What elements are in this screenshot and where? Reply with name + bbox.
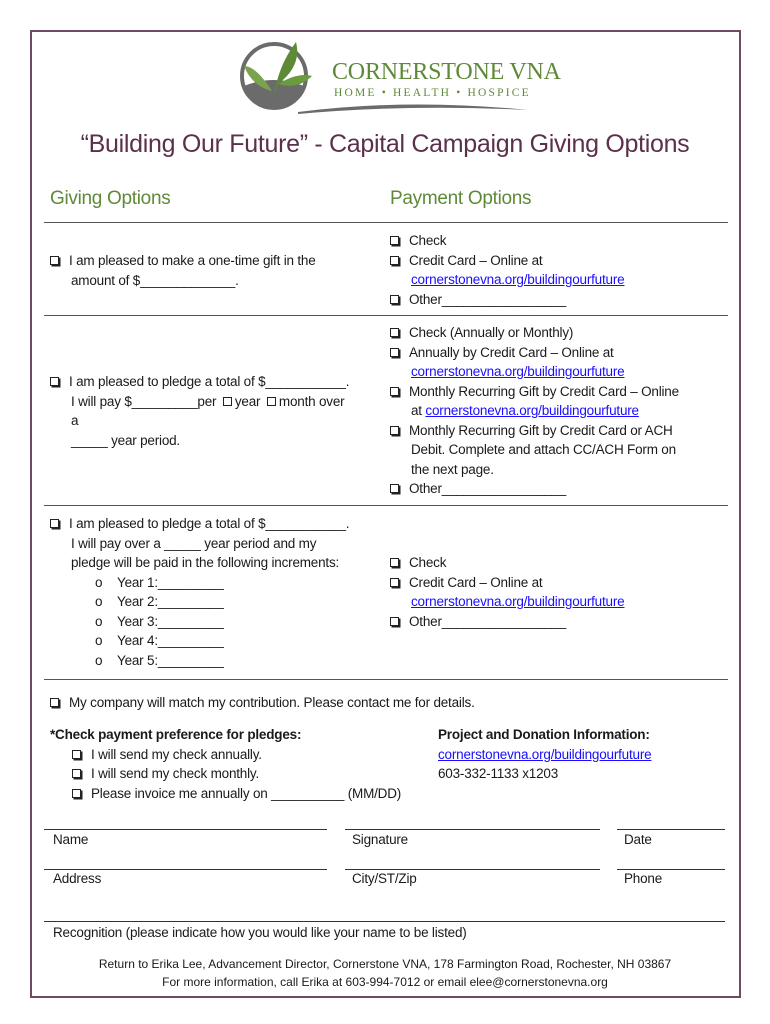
year-field[interactable]: Year 4:_________ xyxy=(117,633,224,648)
preference-monthly[interactable] xyxy=(50,764,401,784)
address-label: Address xyxy=(53,871,102,886)
checkbox[interactable] xyxy=(72,750,81,759)
payment-options-heading: Payment Options xyxy=(390,188,532,209)
payment-check[interactable] xyxy=(390,553,624,573)
label: Check (Annually or Monthly) xyxy=(409,325,574,340)
footer-contact: For more information, call Erika at 603-994-7012 or email elee@cornerstonevna.org xyxy=(162,975,608,989)
signature-label: Signature xyxy=(352,832,408,847)
checkbox[interactable] xyxy=(390,295,399,304)
pledge-option[interactable] xyxy=(50,372,349,450)
year-field[interactable]: Year 1:_________ xyxy=(117,574,224,590)
label: Other_________________ xyxy=(409,481,567,496)
label: Other_________________ xyxy=(409,613,567,629)
payment-other[interactable] xyxy=(390,612,624,632)
checkbox[interactable] xyxy=(390,578,399,587)
preference-heading: *Check payment preference for pledges: xyxy=(50,727,302,742)
label: Debit. Complete and attach CC/ACH Form on xyxy=(411,442,676,457)
one-time-gift-option[interactable] xyxy=(50,251,316,290)
divider xyxy=(44,505,728,506)
checkbox[interactable] xyxy=(390,558,399,567)
row3-payment-list xyxy=(390,553,624,631)
option-text: amount of $_____________. xyxy=(71,272,239,288)
logo-tagline: HOME • HEALTH • HOSPICE xyxy=(334,87,531,99)
label: Credit Card – Online at xyxy=(409,574,543,590)
label: Other_________________ xyxy=(409,291,567,307)
cornerstone-vna-logo xyxy=(238,36,561,116)
option-text: pledge will be paid in the following increments: xyxy=(71,555,340,570)
date-label: Date xyxy=(624,832,652,847)
checkbox[interactable] xyxy=(390,617,399,626)
campaign-link[interactable]: cornerstonevna.org/buildingourfuture xyxy=(438,746,652,762)
year-checkbox[interactable] xyxy=(223,397,232,406)
label: I will send my check monthly. xyxy=(91,766,260,781)
divider xyxy=(44,222,728,223)
checkbox[interactable] xyxy=(72,769,81,778)
page-title: “Building Our Future” - Capital Campaign Giving Options xyxy=(80,130,690,158)
payment-ach[interactable] xyxy=(390,421,679,441)
label: I will send my check annually. xyxy=(91,746,262,762)
campaign-link[interactable]: cornerstonevna.org/buildingourfuture xyxy=(411,364,625,379)
payment-check[interactable] xyxy=(390,231,624,251)
info-heading: Project and Donation Information: xyxy=(438,727,650,742)
divider xyxy=(44,679,728,680)
preference-annual[interactable] xyxy=(50,745,401,765)
option-text: _____ year period. xyxy=(71,432,180,448)
checkbox[interactable] xyxy=(390,348,399,357)
option-text: year xyxy=(234,393,261,409)
checkbox[interactable] xyxy=(50,519,59,528)
company-match-option[interactable] xyxy=(50,693,475,713)
bullet: o xyxy=(95,652,103,668)
payment-check[interactable] xyxy=(390,323,679,343)
option-text: I am pleased to pledge a total of $___________. xyxy=(69,516,350,531)
month-checkbox[interactable] xyxy=(267,397,276,406)
option-text: I will pay over a _____ year period and my xyxy=(71,535,317,551)
info-phone: 603-332-1133 x1203 xyxy=(438,766,559,781)
checkbox[interactable] xyxy=(390,484,399,493)
payment-credit-card[interactable] xyxy=(390,251,624,271)
city-label: City/ST/Zip xyxy=(352,871,417,886)
campaign-link[interactable]: cornerstonevna.org/buildingourfuture xyxy=(411,594,625,609)
label: the next page. xyxy=(411,461,494,477)
recognition-label: Recognition (please indicate how you would like your name to be listed) xyxy=(53,925,467,940)
year-field[interactable]: Year 3:_________ xyxy=(117,613,224,629)
campaign-link[interactable]: cornerstonevna.org/buildingourfuture xyxy=(425,403,639,418)
option-text: I am pleased to pledge a total of $___________. xyxy=(69,374,350,389)
recognition-line[interactable] xyxy=(44,921,725,922)
checkbox[interactable] xyxy=(50,377,59,386)
bullet: o xyxy=(95,633,103,648)
divider xyxy=(44,315,728,316)
checkbox[interactable] xyxy=(390,256,399,265)
giving-options-heading: Giving Options xyxy=(50,188,171,209)
label: at xyxy=(411,403,422,418)
year-field[interactable]: Year 2:_________ xyxy=(117,594,224,609)
logo-name: CORNERSTONE VNA xyxy=(332,59,561,85)
bullet: o xyxy=(95,594,103,609)
payment-preference xyxy=(50,725,401,803)
checkbox[interactable] xyxy=(50,256,59,265)
footer-return: Return to Erika Lee, Advancement Director, Cornerstone VNA, 178 Farmington Road, Rochester, NH 03867 xyxy=(98,957,672,971)
checkbox[interactable] xyxy=(50,698,59,707)
bullet: o xyxy=(95,613,103,629)
payment-other[interactable] xyxy=(390,290,624,310)
label: Monthly Recurring Gift by Credit Card – Online xyxy=(409,383,679,399)
payment-credit-card[interactable] xyxy=(390,573,624,593)
option-text: month over xyxy=(278,393,345,409)
preference-invoice[interactable] xyxy=(50,784,401,804)
bullet: o xyxy=(95,574,103,590)
label: Check xyxy=(409,233,447,248)
incremental-pledge-option[interactable] xyxy=(50,514,349,670)
phone-label: Phone xyxy=(624,871,663,886)
checkbox[interactable] xyxy=(390,387,399,396)
checkbox[interactable] xyxy=(72,789,81,798)
row1-payment-list xyxy=(390,231,624,309)
campaign-link[interactable]: cornerstonevna.org/buildingourfuture xyxy=(411,272,625,287)
row2-payment-list xyxy=(390,323,679,499)
option-text: I am pleased to make a one-time gift in the xyxy=(69,253,316,268)
label: Please invoice me annually on __________ (MM/DD) xyxy=(91,785,402,801)
option-text: a xyxy=(71,413,79,428)
project-info xyxy=(438,725,651,784)
payment-annual-credit[interactable] xyxy=(390,343,679,363)
label: Annually by Credit Card – Online at xyxy=(409,344,614,360)
checkbox[interactable] xyxy=(390,328,399,337)
label: Monthly Recurring Gift by Credit Card or ACH xyxy=(409,422,673,438)
name-label: Name xyxy=(53,832,89,847)
payment-other[interactable] xyxy=(390,479,679,499)
label: Check xyxy=(409,555,447,570)
label: Credit Card – Online at xyxy=(409,252,543,268)
option-text: I will pay $_________per xyxy=(71,393,217,409)
payment-monthly-credit[interactable] xyxy=(390,382,679,402)
checkbox[interactable] xyxy=(390,426,399,435)
year-field[interactable]: Year 5:_________ xyxy=(117,652,224,668)
option-text: My company will match my contribution. Please contact me for details. xyxy=(69,695,475,710)
checkbox[interactable] xyxy=(390,236,399,245)
